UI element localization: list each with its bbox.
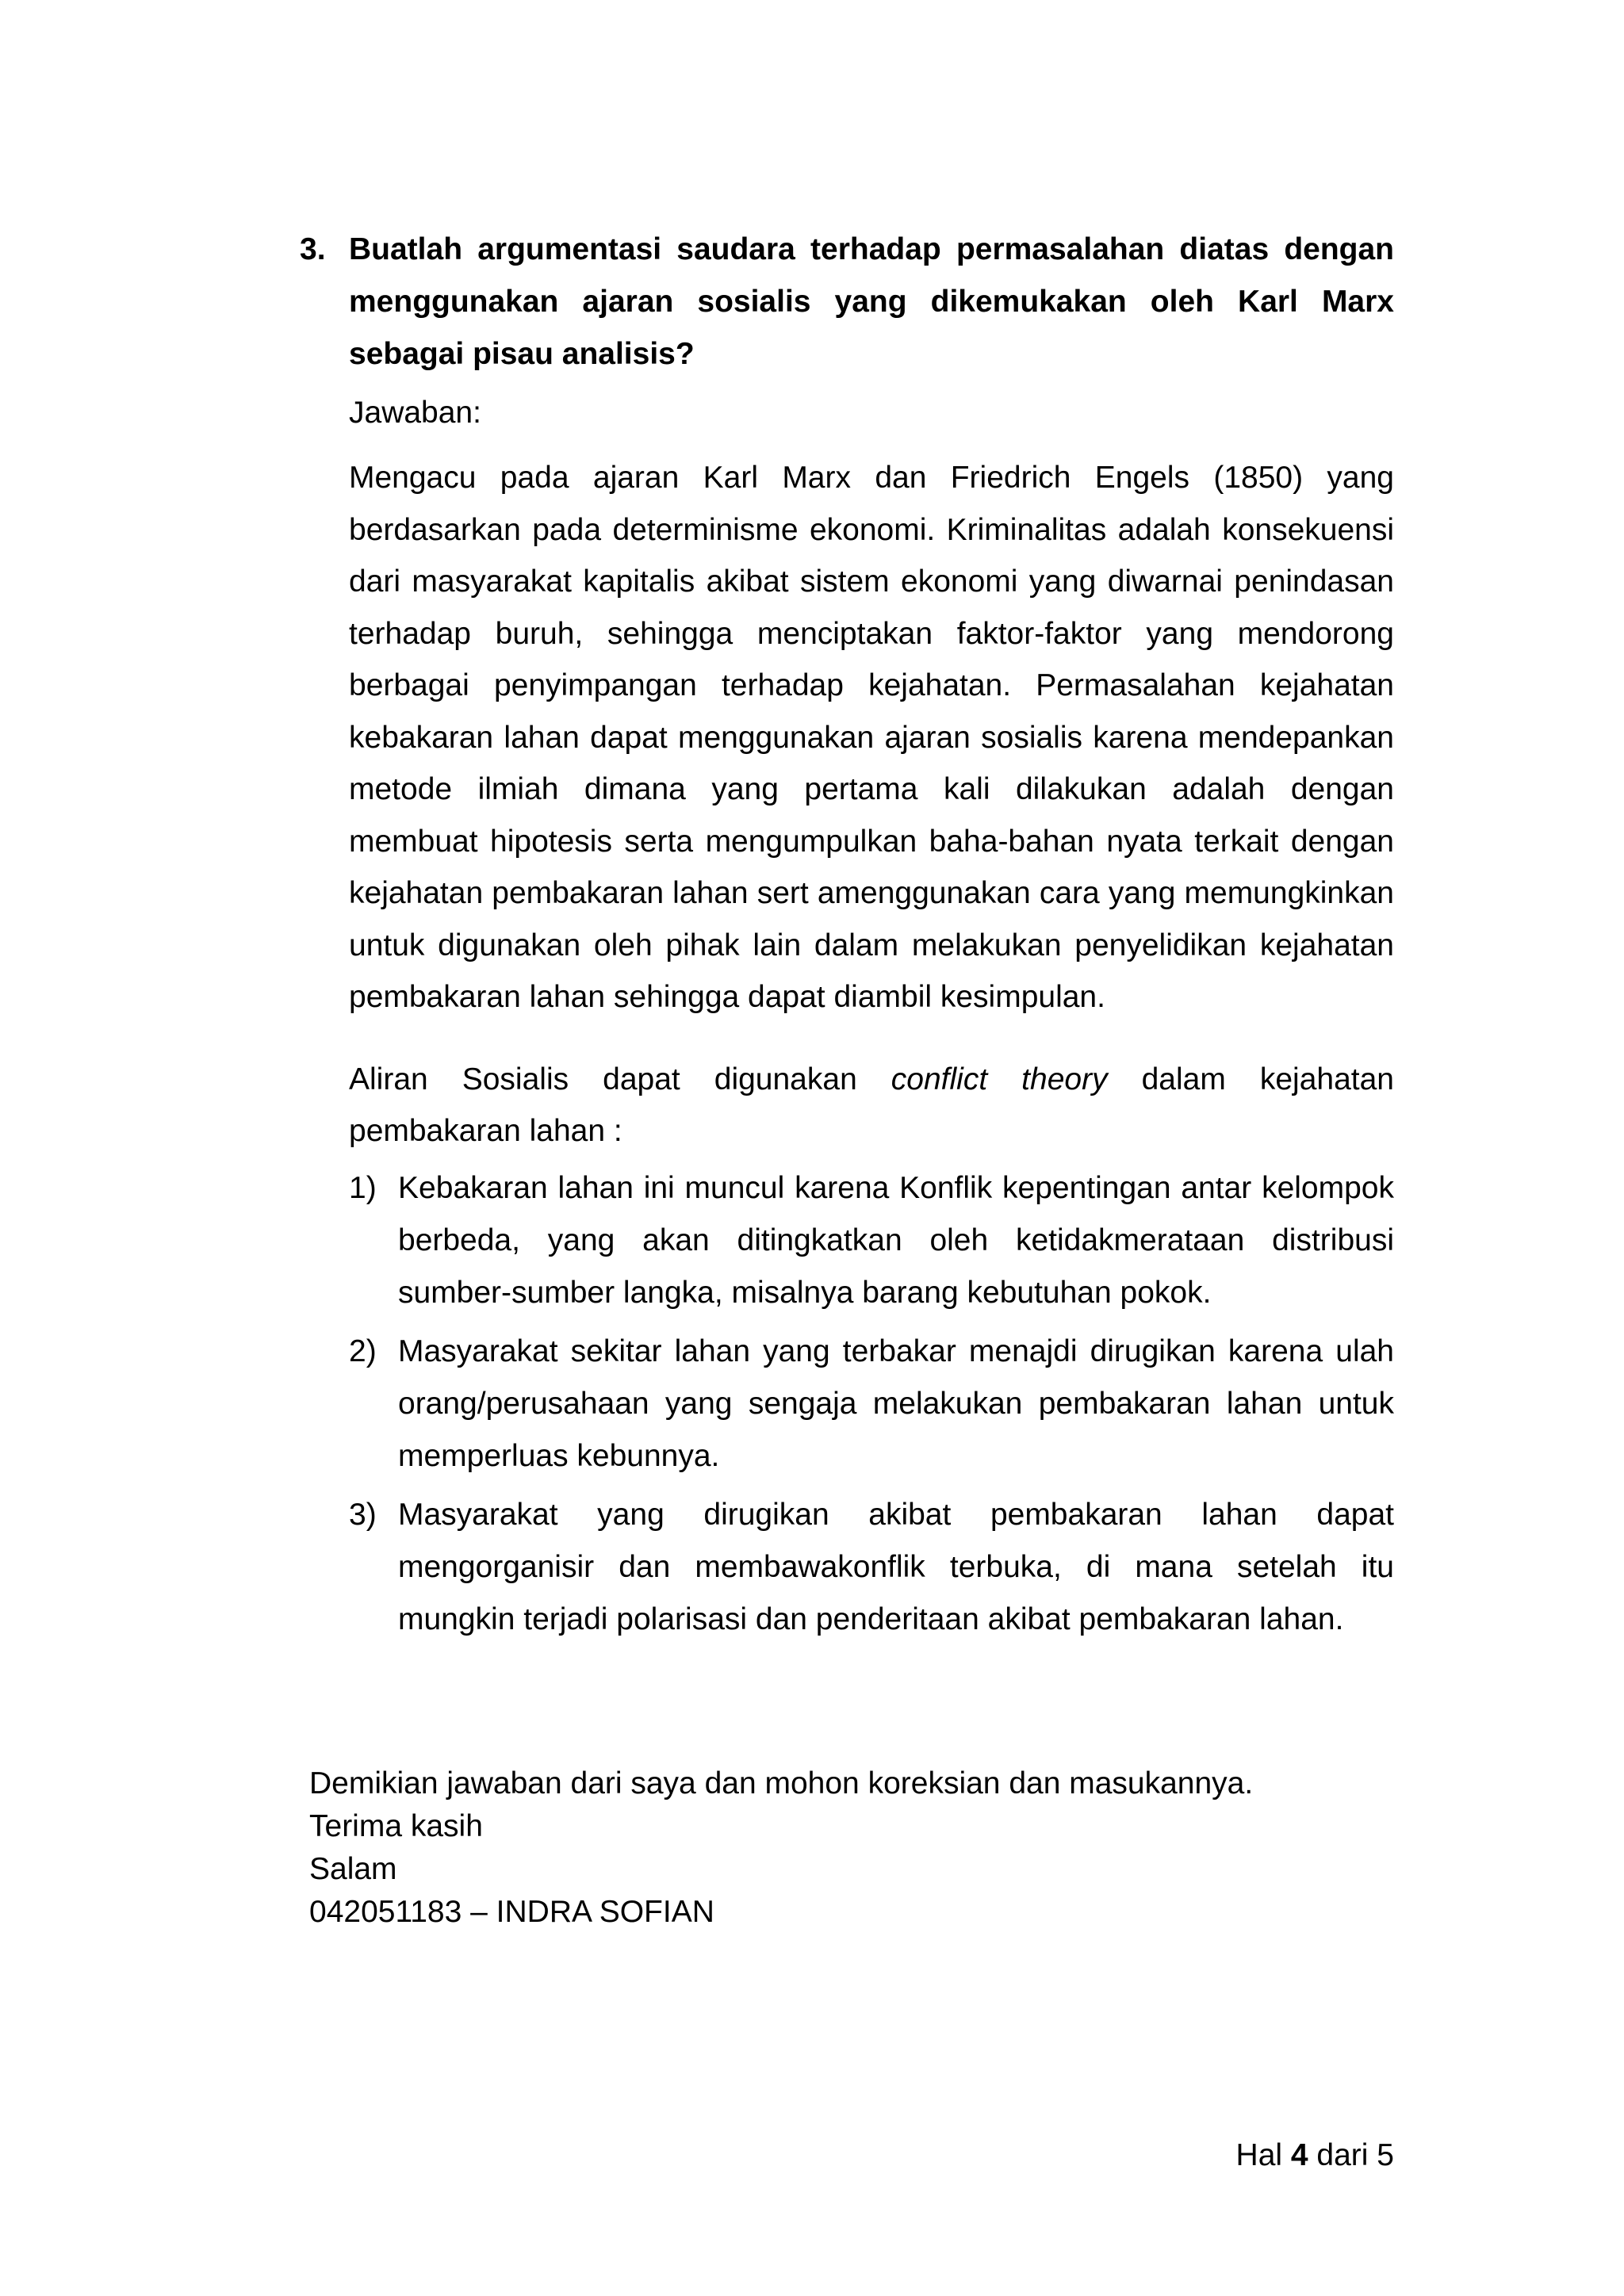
list-item-number: 1) bbox=[349, 1170, 377, 1205]
closing-thanks: Terima kasih bbox=[309, 1809, 483, 1843]
answer-paragraph-1: Mengacu pada ajaran Karl Marx dan Friedrich Engels (1850) yang berdasarkan pada determinisme ekonomi. Kriminalitas adalah konsekuensi dari masyarakat kapitalis akibat sistem ekonomi yang diwarnai penindasan terhadap buruh, sehingga menciptakan faktor-faktor yang mendorong berbagai penyimpangan terhadap kejahatan. Permasalahan kejahatan kebakaran lahan dapat menggunakan ajaran sosialis karena mendepankan metode ilmiah dimana yang pertama kali dilakukan adalah dengan membuat hipotesis serta mengumpulkan baha-bahan nyata terkait dengan kejahatan pembakaran lahan sert amenggunakan cara yang memungkinkan untuk digunakan oleh pihak lain dalam melakukan penyelidikan kejahatan pembakaran lahan sehingga dapat diambil kesimpulan. bbox=[349, 461, 1394, 1014]
list-item bbox=[349, 1326, 1394, 1483]
conflict-theory-list bbox=[349, 1162, 1394, 1646]
conflict-theory-term: conflict theory bbox=[891, 1062, 1108, 1096]
closing-block bbox=[309, 1762, 1253, 1934]
page-number-prefix: Hal bbox=[1235, 2138, 1291, 2172]
author-signature: 042051183 – INDRA SOFIAN bbox=[309, 1895, 714, 1929]
list-item-text: Masyarakat yang dirugikan akibat pembakaran lahan dapat mengorganisir dan membawakonflik terbuka, di mana setelah itu mungkin terjadi polarisasi dan penderitaan akibat pembakaran lahan. bbox=[398, 1497, 1394, 1636]
closing-statement: Demikian jawaban dari saya dan mohon koreksian dan masukannya. bbox=[309, 1766, 1254, 1800]
page-number-suffix: dari 5 bbox=[1308, 2138, 1394, 2172]
list-item bbox=[349, 1489, 1394, 1646]
closing-greeting: Salam bbox=[309, 1852, 397, 1886]
question-number: 3. bbox=[300, 232, 326, 266]
paragraph-2-text-end: dalam kejahatan pembakaran lahan : bbox=[349, 1062, 1394, 1148]
paragraph-2-text-start: Aliran Sosialis dapat digunakan bbox=[349, 1062, 891, 1096]
list-item-text: Masyarakat sekitar lahan yang terbakar menajdi dirugikan karena ulah orang/perusahaan yang sengaja melakukan pembakaran lahan untuk memperluas kebunnya. bbox=[398, 1334, 1394, 1473]
answer-label: Jawaban: bbox=[349, 396, 481, 430]
list-item-number: 3) bbox=[349, 1497, 377, 1532]
question-text: Buatlah argumentasi saudara terhadap permasalahan diatas dengan menggunakan ajaran sosialis yang dikemukakan oleh Karl Marx sebagai pisau analisis? bbox=[349, 232, 1394, 371]
question-block bbox=[300, 224, 1394, 1652]
list-item-text: Kebakaran lahan ini muncul karena Konflik kepentingan antar kelompok berbeda, yang akan ditingkatkan oleh ketidakmerataan distribusi sumber-sumber langka, misalnya barang kebutuhan pokok. bbox=[398, 1170, 1394, 1310]
current-page-number: 4 bbox=[1290, 2138, 1308, 2172]
list-item bbox=[349, 1162, 1394, 1319]
page-footer bbox=[1236, 2134, 1394, 2177]
answer-paragraph-2 bbox=[349, 1054, 1394, 1158]
list-item-number: 2) bbox=[349, 1334, 377, 1368]
